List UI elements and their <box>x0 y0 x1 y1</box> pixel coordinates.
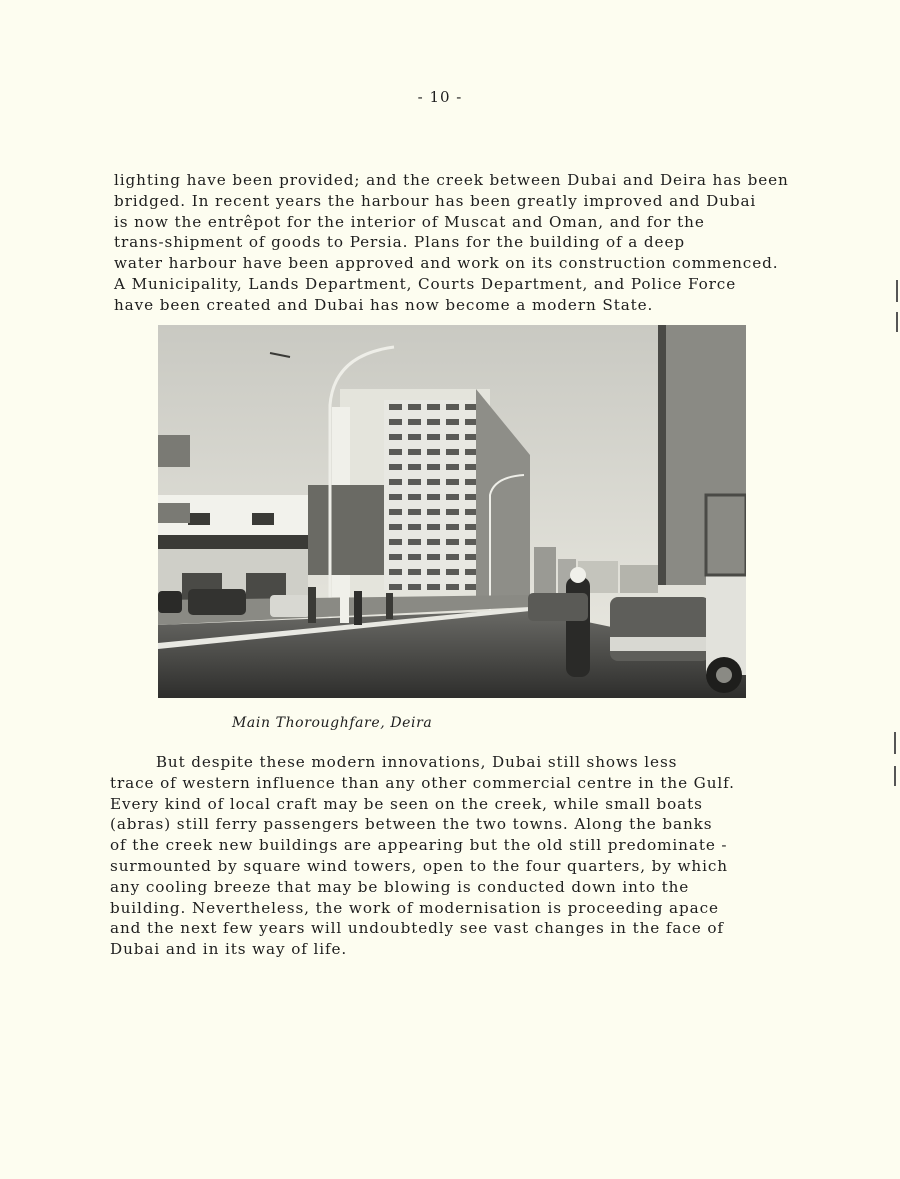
text-line: surmounted by square wind towers, open to the four quarters, by which <box>110 856 728 875</box>
photo-caption: Main Thoroughfare, Deira <box>232 715 433 731</box>
text-line: water harbour have been approved and work on its construction commenced. <box>114 254 779 273</box>
binding-mark <box>896 312 898 332</box>
text-line: and the next few years will undoubtedly see vast changes in the face of <box>110 919 724 938</box>
text-line: trace of western influence than any other commercial centre in the Gulf. <box>110 773 735 792</box>
text-line: Every kind of local craft may be seen on the creek, while small boats <box>110 794 703 813</box>
body-paragraph-2 <box>110 752 735 960</box>
text-line: (abras) still ferry passengers between the two towns. Along the banks <box>110 815 713 834</box>
text-line: trans-shipment of goods to Persia. Plans for the building of a deep <box>114 233 685 252</box>
page-number: - 10 - <box>417 88 463 106</box>
binding-mark <box>894 732 896 754</box>
text-line: Dubai and in its way of life. <box>110 940 348 959</box>
text-line: building. Nevertheless, the work of modernisation is proceeding apace <box>110 898 719 917</box>
text-line: is now the entrêpot for the interior of Muscat and Oman, and for the <box>114 212 705 231</box>
binding-mark <box>894 766 896 786</box>
text-line: lighting have been provided; and the creek between Dubai and Deira has been <box>114 171 789 189</box>
text-line: A Municipality, Lands Department, Courts Department, and Police Force <box>114 274 737 293</box>
text-line: bridged. In recent years the harbour has been greatly improved and Dubai <box>114 191 757 210</box>
text-line: have been created and Dubai has now become a modern State. <box>114 295 654 314</box>
text-line: any cooling breeze that may be blowing is conducted down into the <box>110 877 690 896</box>
street-photograph <box>158 325 746 698</box>
text-line: of the creek new buildings are appearing but the old still predominate - <box>110 836 728 855</box>
body-paragraph-1 <box>114 170 789 316</box>
binding-mark <box>896 280 898 302</box>
text-line: But despite these modern innovations, Dubai still shows less <box>110 753 678 771</box>
